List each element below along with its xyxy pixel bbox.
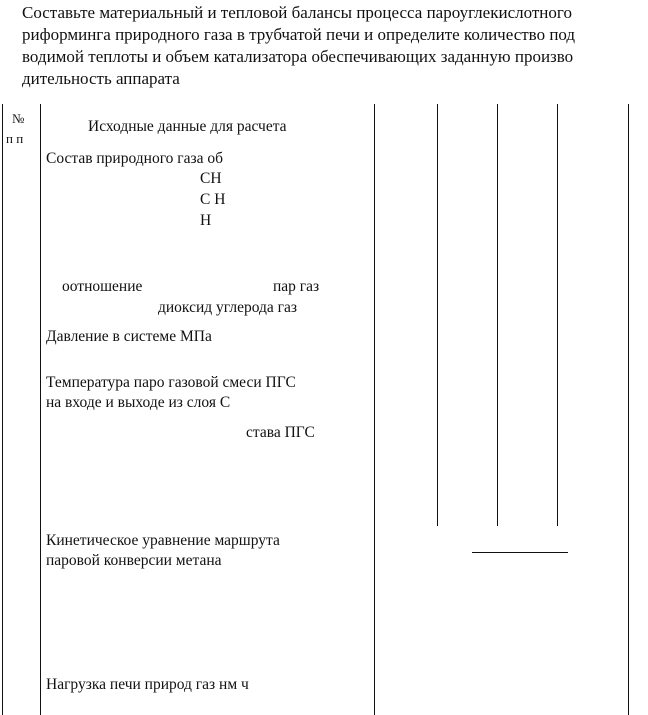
table-divider-description [374, 104, 375, 715]
table-title-header: Исходные данные для расчета [88, 118, 287, 135]
intro-line-4: дительность аппарата [22, 69, 180, 88]
intro-line-2: риформинга природного газа в трубчатой печи и определите количество под [22, 25, 576, 44]
table-divider-variant-2 [497, 104, 498, 526]
ratio-steam-gas: пар газ [273, 278, 320, 295]
intro-line-3: водимой теплоты и объем катализатора обеспечивающих заданную произво [22, 47, 574, 66]
ratio-label: оотношение [62, 278, 143, 295]
number-header-sub: п п [6, 131, 24, 146]
formula-fraction-line [472, 552, 568, 553]
component-h: H [200, 212, 212, 229]
number-header: № [12, 111, 25, 126]
component-ch: CH [200, 170, 222, 187]
table-divider-variant-1 [437, 104, 438, 526]
gas-composition-label: Состав природного газа об [46, 150, 224, 167]
kinetic-label-line-2: паровой конверсии метана [46, 552, 222, 569]
furnace-load-label: Нагрузка печи природ газ нм ч [46, 676, 249, 693]
component-c-h: C H [200, 191, 226, 208]
pressure-label: Давление в системе МПа [46, 328, 212, 345]
intro-line-1: Составьте материальный и тепловой балансы процесса пароуглекислотного [22, 3, 572, 22]
temperature-label-line-2: на входе и выходе из слоя С [46, 394, 231, 411]
temperature-label-line-1: Температура паро газовой смеси ПГС [46, 374, 296, 391]
table-divider-variant-3 [557, 104, 558, 526]
kinetic-label-line-1: Кинетическое уравнение маршрута [46, 532, 280, 549]
table-divider-number [40, 104, 41, 715]
table-border-right [628, 104, 629, 715]
table-border-left [2, 104, 3, 715]
temperature-label-line-3: става ПГС [246, 424, 315, 441]
ratio-co2-gas: диоксид углерода газ [158, 299, 298, 316]
